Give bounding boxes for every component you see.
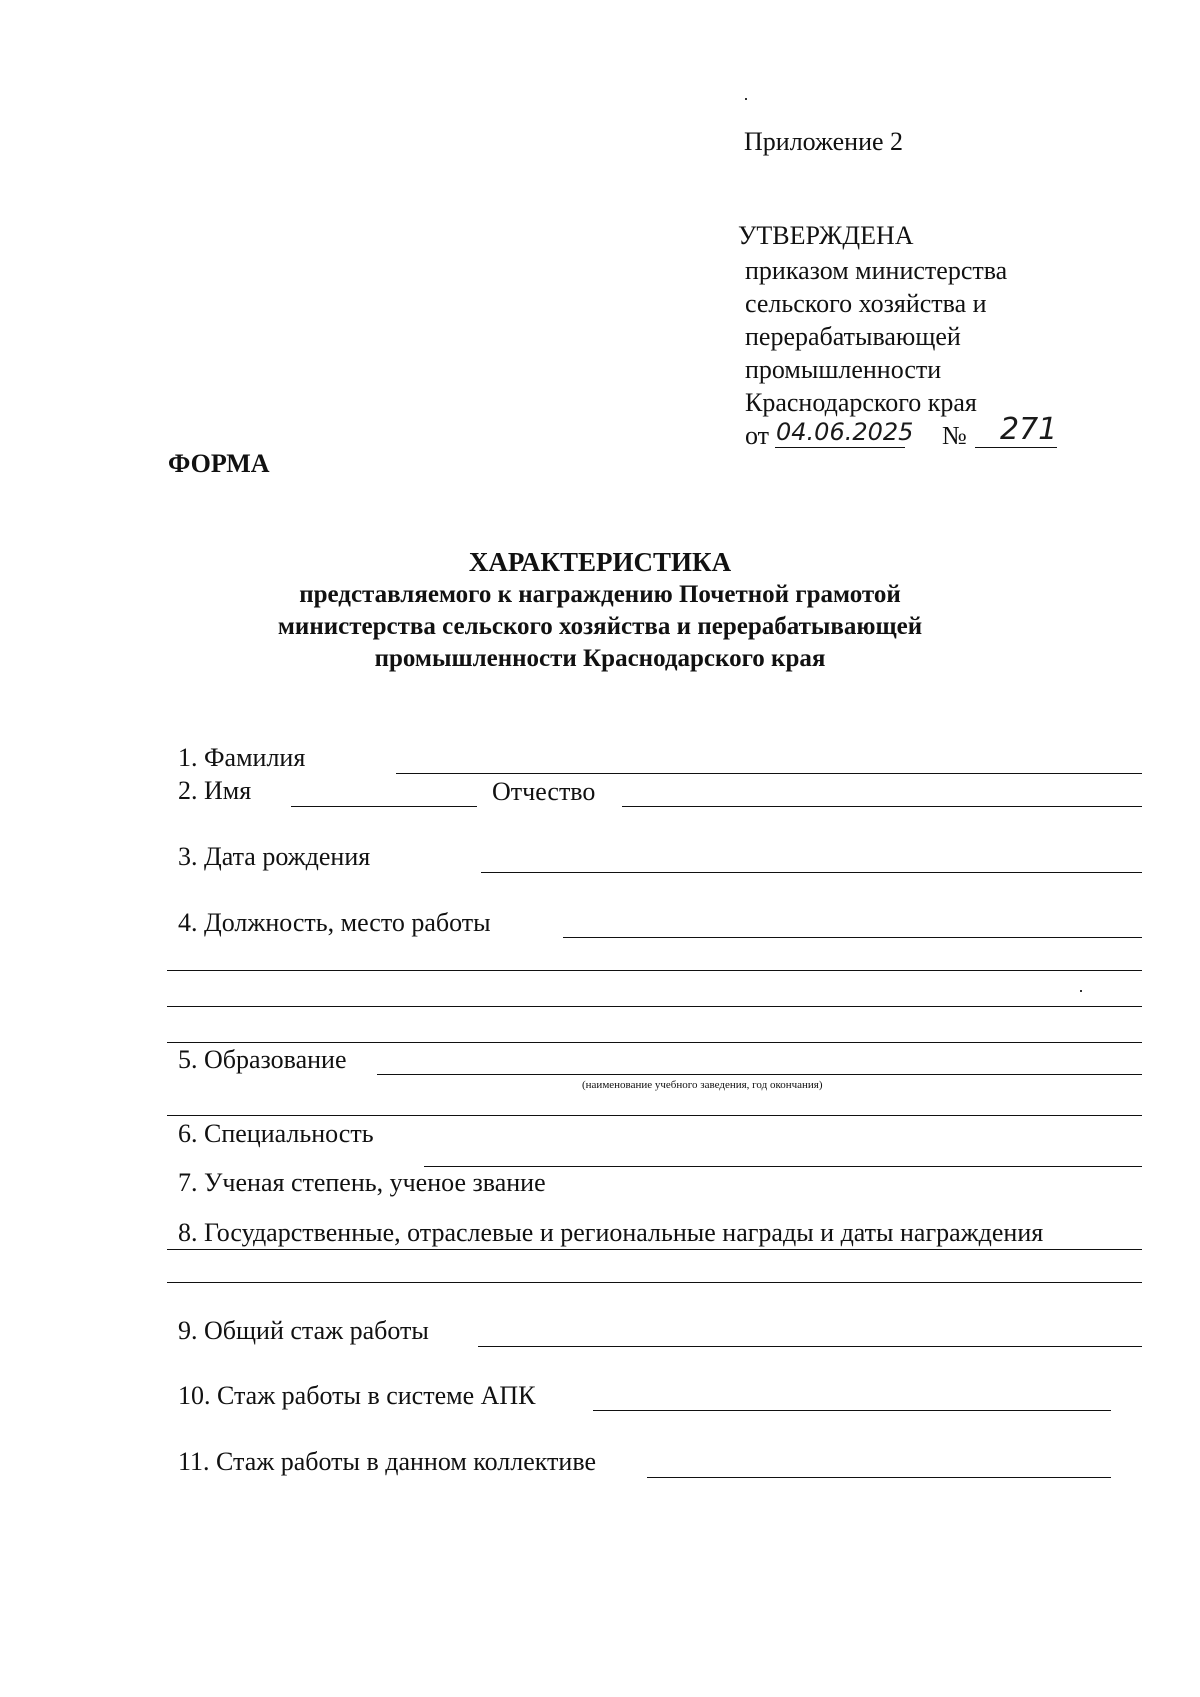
appendix-label: Приложение 2 — [744, 127, 904, 156]
name-label: 2. Имя — [178, 776, 252, 805]
title-line: представляемого к награждению Почетной грамотой — [299, 581, 901, 608]
title-line: министерства сельского хозяйства и перерабатывающей — [277, 613, 923, 640]
specialty-line[interactable] — [424, 1166, 1142, 1167]
birth-date-label: 3. Дата рождения — [178, 842, 371, 871]
order-number-underline — [975, 447, 1057, 448]
awards-line[interactable] — [167, 1249, 1142, 1250]
awards-label: 8. Государственные, отраслевые и региональные награды и даты награждения — [178, 1218, 1044, 1247]
education-hint: (наименование учебного заведения, год окончания) — [582, 1079, 823, 1091]
position-label: 4. Должность, место работы — [178, 908, 491, 937]
order-number-label: № — [942, 421, 967, 450]
agro-experience-line[interactable] — [593, 1410, 1111, 1411]
document-title — [0, 545, 1200, 675]
approved-line: промышленности — [745, 355, 942, 384]
total-experience-label: 9. Общий стаж работы — [178, 1316, 429, 1345]
order-date-underline — [775, 447, 905, 448]
title-main: ХАРАКТЕРИСТИКА — [468, 547, 732, 577]
degree-label: 7. Ученая степень, ученое звание — [178, 1168, 546, 1197]
order-date-handwritten: 04.06.2025 — [776, 418, 914, 446]
patronymic-label: Отчество — [492, 777, 596, 806]
team-experience-line[interactable] — [647, 1477, 1111, 1478]
patronymic-line[interactable] — [622, 806, 1142, 807]
education-label: 5. Образование — [178, 1045, 347, 1074]
approved-line: приказом министерства — [745, 256, 1008, 285]
name-line[interactable] — [291, 806, 477, 807]
surname-line[interactable] — [396, 773, 1142, 774]
scan-dot — [1080, 990, 1082, 992]
scan-dot — [745, 98, 747, 100]
education-line-extra[interactable] — [167, 1115, 1142, 1116]
position-line-extra[interactable] — [167, 970, 1142, 971]
awards-line-extra[interactable] — [167, 1282, 1142, 1283]
order-date-prefix: от — [745, 421, 770, 450]
order-number-handwritten: 271 — [1000, 412, 1058, 447]
approved-heading: УТВЕРЖДЕНА — [738, 221, 914, 250]
agro-experience-label: 10. Стаж работы в системе АПК — [178, 1381, 536, 1410]
form-label: ФОРМА — [168, 449, 270, 478]
birth-date-line[interactable] — [481, 872, 1142, 873]
specialty-label: 6. Специальность — [178, 1119, 374, 1148]
team-experience-label: 11. Стаж работы в данном коллективе — [178, 1447, 596, 1476]
position-line-extra[interactable] — [167, 1042, 1142, 1043]
approved-line: Краснодарского края — [745, 388, 977, 417]
position-line-extra[interactable] — [167, 1006, 1142, 1007]
total-experience-line[interactable] — [478, 1346, 1142, 1347]
approved-line: перерабатывающей — [745, 322, 961, 351]
surname-label: 1. Фамилия — [178, 743, 306, 772]
title-line: промышленности Краснодарского края — [374, 645, 826, 672]
approved-line: сельского хозяйства и — [745, 289, 987, 318]
position-line[interactable] — [563, 937, 1142, 938]
education-line[interactable] — [377, 1074, 1142, 1075]
